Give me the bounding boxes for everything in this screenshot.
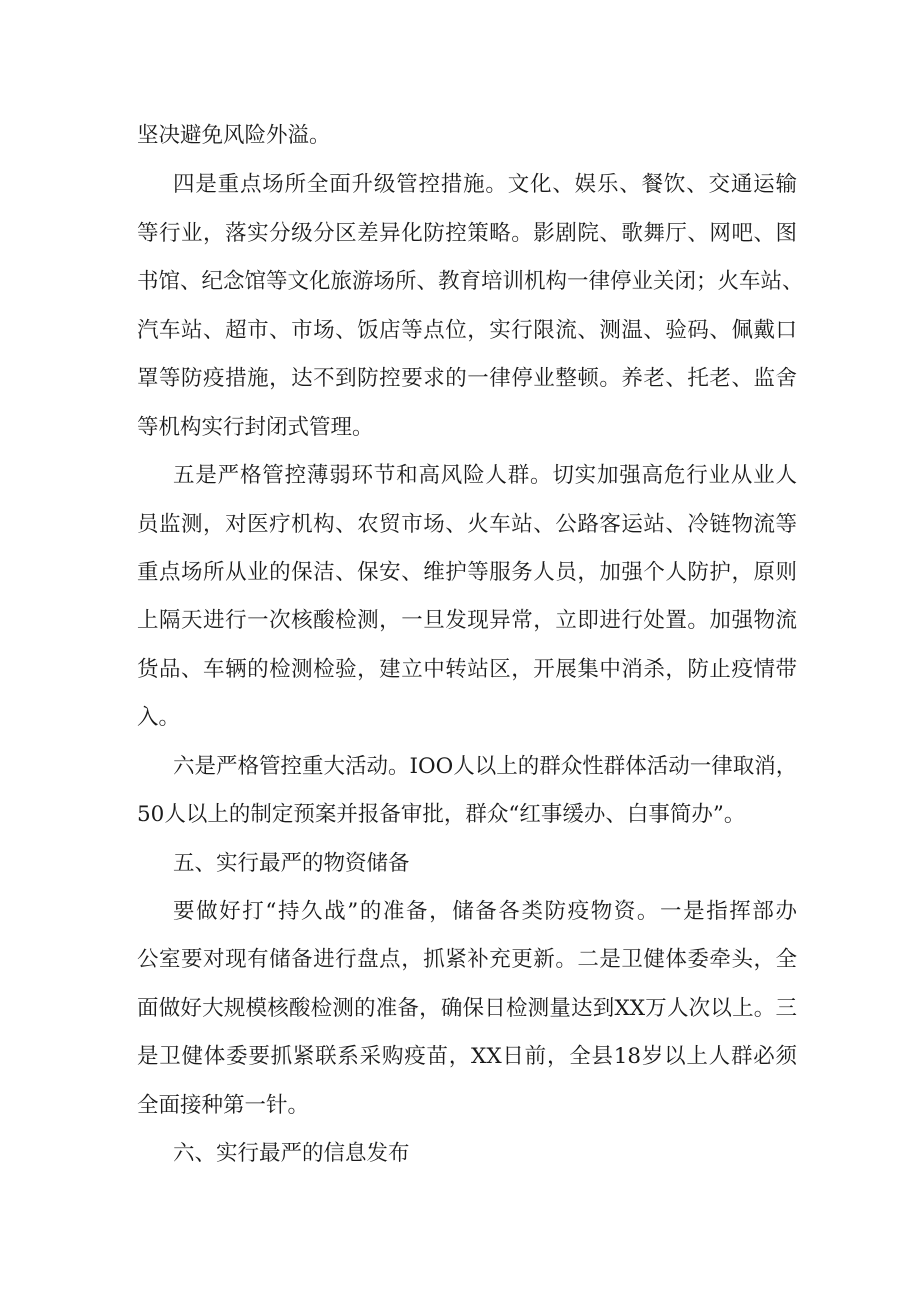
text-line-6: 罩等防疫措施，达不到防控要求的一律停业整顿。养老、托老、监舍 (137, 366, 797, 391)
text-line-20: 是卫健体委要抓紧联系采购疫苗，XX日前，全县18岁以上人群必须 (137, 1044, 797, 1069)
text-line-13: 入。 (137, 705, 181, 730)
text-line-2: 四是重点场所全面升级管控措施。文化、娱乐、餐饮、交通运输 (173, 172, 797, 197)
text-line-3: 等行业，落实分级分区差异化防控策略。影剧院、歌舞厅、网吧、图 (137, 221, 797, 246)
text-line-21: 全面接种第一针。 (137, 1093, 310, 1118)
text-line-1: 坚决避免风险外溢。 (137, 123, 331, 148)
text-line-11: 上隔天进行一次核酸检测，一旦发现异常，立即进行处置。加强物流 (137, 608, 797, 633)
section-heading-5: 五、实行最严的物资储备 (173, 851, 410, 876)
text-line-8: 五是严格管控薄弱环节和高风险人群。切实加强高危行业从业人 (173, 463, 797, 488)
text-line-12: 货品、车辆的检测检验，建立中转站区，开展集中消杀，防止疫情带 (137, 657, 797, 682)
text-line-4: 书馆、纪念馆等文化旅游场所、教育培训机构一律停业关闭；火车站、 (137, 269, 804, 294)
text-line-17: 要做好打“持久战”的准备，储备各类防疫物资。一是指挥部办 (173, 899, 797, 924)
text-line-15: 50人以上的制定预案并报备审批，群众“红事缓办、白事简办”。 (137, 802, 746, 827)
section-heading-6: 六、实行最严的信息发布 (173, 1141, 410, 1166)
text-line-5: 汽车站、超市、市场、饭店等点位，实行限流、测温、验码、佩戴口 (137, 318, 797, 343)
text-line-9: 员监测，对医疗机构、农贸市场、火车站、公路客运站、冷链物流等 (137, 512, 797, 537)
text-line-14: 六是严格管控重大活动。IOO人以上的群众性群体活动一律取消， (173, 754, 798, 779)
text-line-10: 重点场所从业的保洁、保安、维护等服务人员，加强个人防护，原则 (137, 560, 797, 585)
text-line-7: 等机构实行封闭式管理。 (137, 415, 374, 440)
text-line-18: 公室要对现有储备进行盘点，抓紧补充更新。二是卫健体委牵头，全 (137, 947, 797, 972)
text-line-19: 面做好大规模核酸检测的准备，确保日检测量达到XX万人次以上。三 (137, 996, 797, 1021)
